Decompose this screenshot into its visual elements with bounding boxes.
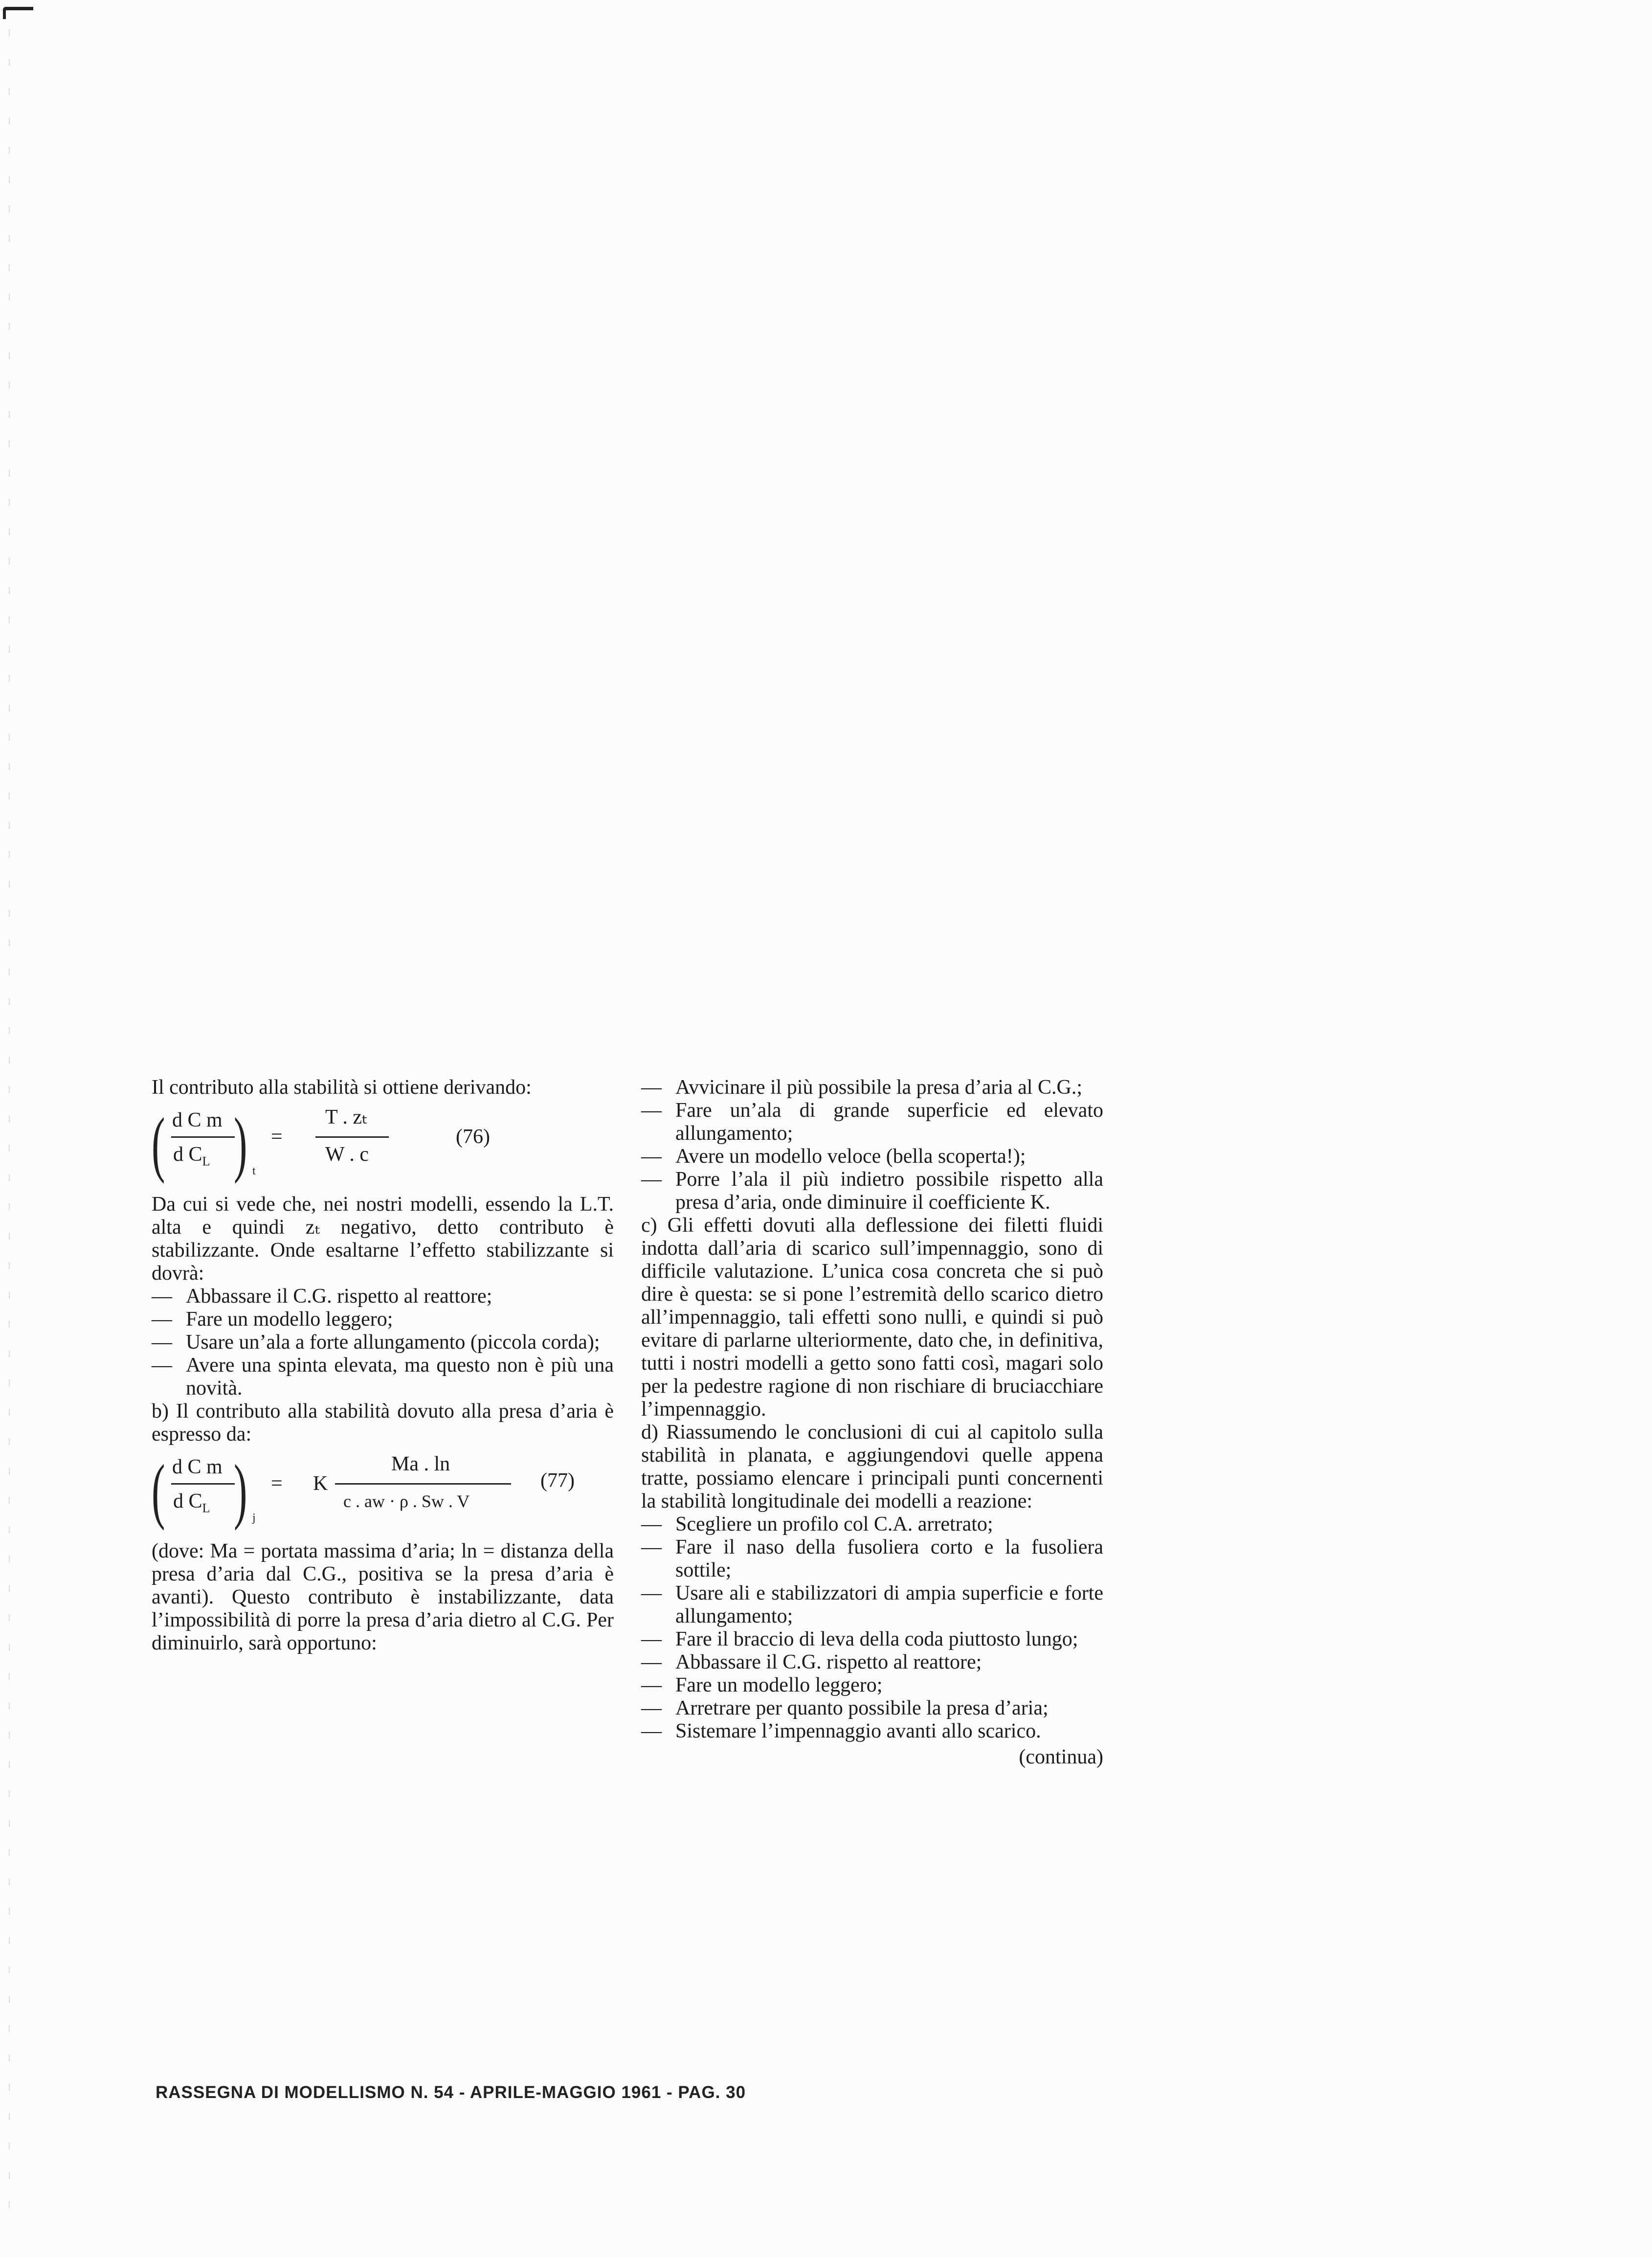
- paragraph-d: d) Riassumendo le conclusioni di cui al capitolo sulla stabilità in planata, e aggiungendovi quelle appena tratte, possiamo elencare i principali punti concernenti la stabilità longitudinale dei modelli a reazione:: [641, 1421, 1103, 1512]
- eq77-lhs-denominator: d $C_L$: [173, 1490, 210, 1515]
- left-column: [152, 1076, 614, 1655]
- list-item: — Abbassare il C.G. rispetto al reattore;: [152, 1285, 492, 1308]
- list-item: — Fare il braccio di leva della coda piuttosto lungo;: [641, 1628, 1078, 1650]
- list-item: — Usare un’ala a forte allungamento (piccola corda);: [152, 1331, 600, 1354]
- eq76-rhs-denominator: W . c: [325, 1143, 369, 1166]
- eq77-equals: =: [271, 1472, 283, 1495]
- list-stabilizing: [152, 1285, 614, 1400]
- eq76-rhs-numerator: T . zₜ: [325, 1106, 368, 1128]
- eq77-lhs-bar: [171, 1483, 235, 1485]
- paren-open: (: [152, 1450, 165, 1531]
- eq76-outer-subscript: t: [252, 1165, 256, 1177]
- eq76-number: (76): [456, 1126, 490, 1148]
- list-item: — Fare un’ala di grande superficie ed elevato allungamento;: [641, 1099, 1103, 1145]
- list-item: — Fare il naso della fusoliera corto e la fusoliera sottile;: [641, 1536, 1103, 1581]
- paragraph-stabilizing: Da cui si vede che, nei nostri modelli, essendo la L.T. alta e quindi zₜ negativo, detto contributo è stabilizzante. Onde esaltarne l’effetto stabilizzante si dovrà:: [152, 1193, 614, 1285]
- eq77-rhs-denominator: c . aw · ρ . Sw . V: [343, 1491, 470, 1511]
- list-item: — Abbassare il C.G. rispetto al reattore;: [641, 1651, 982, 1673]
- continued-note: (continua): [1019, 1746, 1103, 1768]
- eq77-outer-subscript: j: [252, 1512, 256, 1524]
- eq76-lhs-denominator: d $C_L$: [173, 1143, 210, 1169]
- equation-76: [152, 1103, 614, 1184]
- page-footer: RASSEGNA DI MODELLISMO N. 54 - APRILE-MAGGIO 1961 - PAG. 30: [156, 2083, 746, 2102]
- eq77-constant-k: K: [313, 1472, 328, 1495]
- list-item: — Avere una spinta elevata, ma questo non è più una novità.: [152, 1354, 614, 1399]
- list-item: — Usare ali e stabilizzatori di ampia superficie e forte allungamento;: [641, 1582, 1103, 1627]
- paragraph-c: c) Gli effetti dovuti alla deflessione dei filetti fluidi indotta dall’aria di scarico sull’impennaggio, sono di difficile valutazione. L’unica cosa concreta che si può dire è questa: se si pone l’estremità dello scarico dietro all’impennaggio, tali effetti sono nulli, e quindi si può evitare di parlarne ulteriormente, dato che, in definitiva, tutti i nostri modelli a getto sono fatti così, magari solo per la pedestre ragione di non rischiare di bruciacchiare l’impennaggio.: [641, 1214, 1103, 1421]
- list-item: — Avvicinare il più possibile la presa d’aria al C.G.;: [641, 1076, 1082, 1099]
- equation-77: [152, 1450, 614, 1531]
- scan-left-edge: [9, 29, 10, 2231]
- paren-open: (: [152, 1103, 165, 1184]
- list-item: — Fare un modello leggero;: [152, 1308, 393, 1331]
- paren-close: ): [234, 1450, 247, 1531]
- eq76-equals: =: [271, 1126, 283, 1148]
- paragraph-b: b) Il contributo alla stabilità dovuto alla presa d’aria è espresso da:: [152, 1400, 614, 1445]
- eq76-rhs-bar: [315, 1136, 389, 1138]
- list-item: — Sistemare l’impennaggio avanti allo scarico.: [641, 1720, 1041, 1742]
- eq77-rhs-numerator: Ma . ln: [391, 1453, 450, 1475]
- list-item: — Fare un modello leggero;: [641, 1674, 883, 1696]
- eq76-lhs-numerator: d C m: [172, 1109, 223, 1131]
- right-column: [641, 1076, 1103, 1769]
- eq77-lhs-numerator: d C m: [172, 1456, 223, 1478]
- scan-corner-mark: [3, 7, 33, 19]
- paren-close: ): [234, 1103, 247, 1184]
- eq77-rhs-bar: [335, 1483, 511, 1485]
- list-item: — Avere un modello veloce (bella scoperta!);: [641, 1145, 1026, 1168]
- eq76-lhs-bar: [171, 1136, 235, 1138]
- paragraph-intro: Il contributo alla stabilità si ottiene derivando:: [152, 1076, 532, 1099]
- list-summary: [641, 1513, 1103, 1743]
- eq77-number: (77): [540, 1469, 575, 1492]
- list-air-intake: [641, 1076, 1103, 1214]
- list-item: — Arretrare per quanto possibile la presa d’aria;: [641, 1697, 1049, 1719]
- list-item: — Scegliere un profilo col C.A. arretrato;: [641, 1513, 993, 1535]
- paragraph-definitions: (dove: Ma = portata massima d’aria; ln = distanza della presa d’aria dal C.G., positiva se la presa d’aria è avanti). Questo contributo è instabilizzante, data l’impossibilità di porre la presa d’aria dietro al C.G. Per diminuirlo, sarà opportuno:: [152, 1540, 614, 1654]
- list-item: — Porre l’ala il più indietro possibile rispetto alla presa d’aria, onde diminuire il coefficiente K.: [641, 1168, 1103, 1214]
